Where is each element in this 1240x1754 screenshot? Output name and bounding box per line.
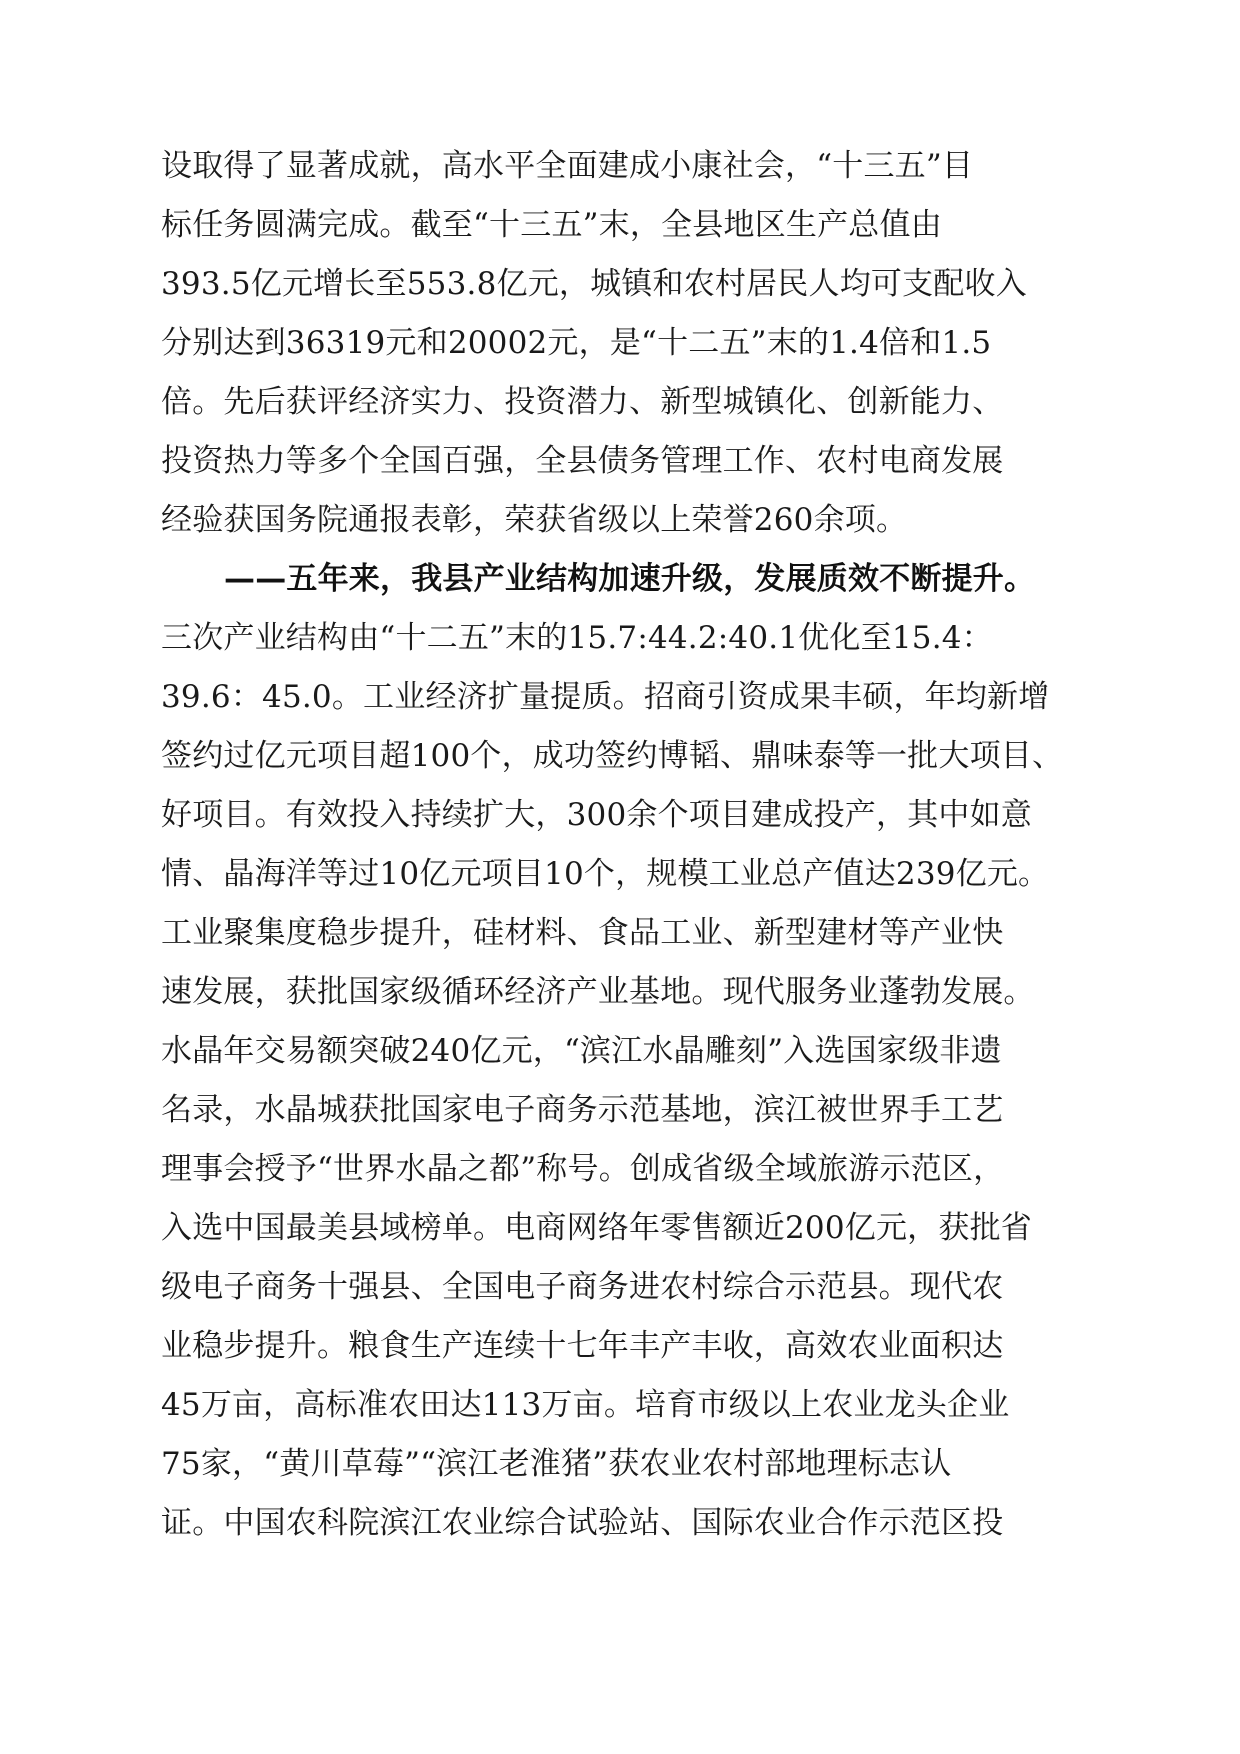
text-line: 39.6：45.0。工业经济扩量提质。招商引资成果丰硕，年均新增 <box>161 679 1050 715</box>
text-line: 标任务圆满完成。截至“十三五”末，全县地区生产总值由 <box>161 207 942 243</box>
text-line: 级电子商务十强县、全国电子商务进农村综合示范县。现代农 <box>161 1269 1004 1305</box>
text-line: 理事会授予“世界水晶之都”称号。创成省级全域旅游示范区， <box>161 1151 1005 1187</box>
text-line: 水晶年交易额突破240亿元，“滨江水晶雕刻”入选国家级非遗 <box>161 1033 1002 1069</box>
text-line: 工业聚集度稳步提升，硅材料、食品工业、新型建材等产业快 <box>161 915 1004 951</box>
text-line: 经验获国务院通报表彰，荣获省级以上荣誉260余项。 <box>161 502 908 538</box>
text-line: 393.5亿元增长至553.8亿元，城镇和农村居民人均可支配收入 <box>161 266 1027 302</box>
text-line: 75家，“黄川草莓”“滨江老淮猪”获农业农村部地理标志认 <box>161 1446 952 1482</box>
text-line: 情、晶海洋等过10亿元项目10个，规模工业总产值达239亿元。 <box>161 856 1050 892</box>
text-line: 证。中国农科院滨江农业综合试验站、国际农业合作示范区投 <box>161 1505 1004 1541</box>
text-line: 45万亩，高标准农田达113万亩。培育市级以上农业龙头企业 <box>161 1387 1010 1423</box>
text-line: 设取得了显著成就，高水平全面建成小康社会，“十三五”目 <box>161 148 974 184</box>
text-line: 签约过亿元项目超100个，成功签约博韬、鼎味泰等一批大项目、 <box>161 738 1064 774</box>
text-line: 投资热力等多个全国百强，全县债务管理工作、农村电商发展 <box>161 443 1004 479</box>
text-line: 好项目。有效投入持续扩大，300余个项目建成投产，其中如意 <box>161 797 1032 833</box>
text-line: 倍。先后获评经济实力、投资潜力、新型城镇化、创新能力、 <box>161 384 1004 420</box>
text-line: 分别达到36319元和20002元，是“十二五”末的1.4倍和1.5 <box>161 325 992 361</box>
text-line: 名录，水晶城获批国家电子商务示范基地，滨江被世界手工艺 <box>161 1092 1004 1128</box>
text-line: 三次产业结构由“十二五”末的15.7:44.2:40.1优化至15.4： <box>161 620 993 656</box>
text-line: 入选中国最美县域榜单。电商网络年零售额近200亿元，获批省 <box>161 1210 1032 1246</box>
text-line: 速发展，获批国家级循环经济产业基地。现代服务业蓬勃发展。 <box>161 974 1035 1010</box>
text-line: 业稳步提升。粮食生产连续十七年丰产丰收，高效农业面积达 <box>161 1328 1004 1364</box>
section-heading: ——五年来，我县产业结构加速升级，发展质效不断提升。 <box>224 561 1036 597</box>
